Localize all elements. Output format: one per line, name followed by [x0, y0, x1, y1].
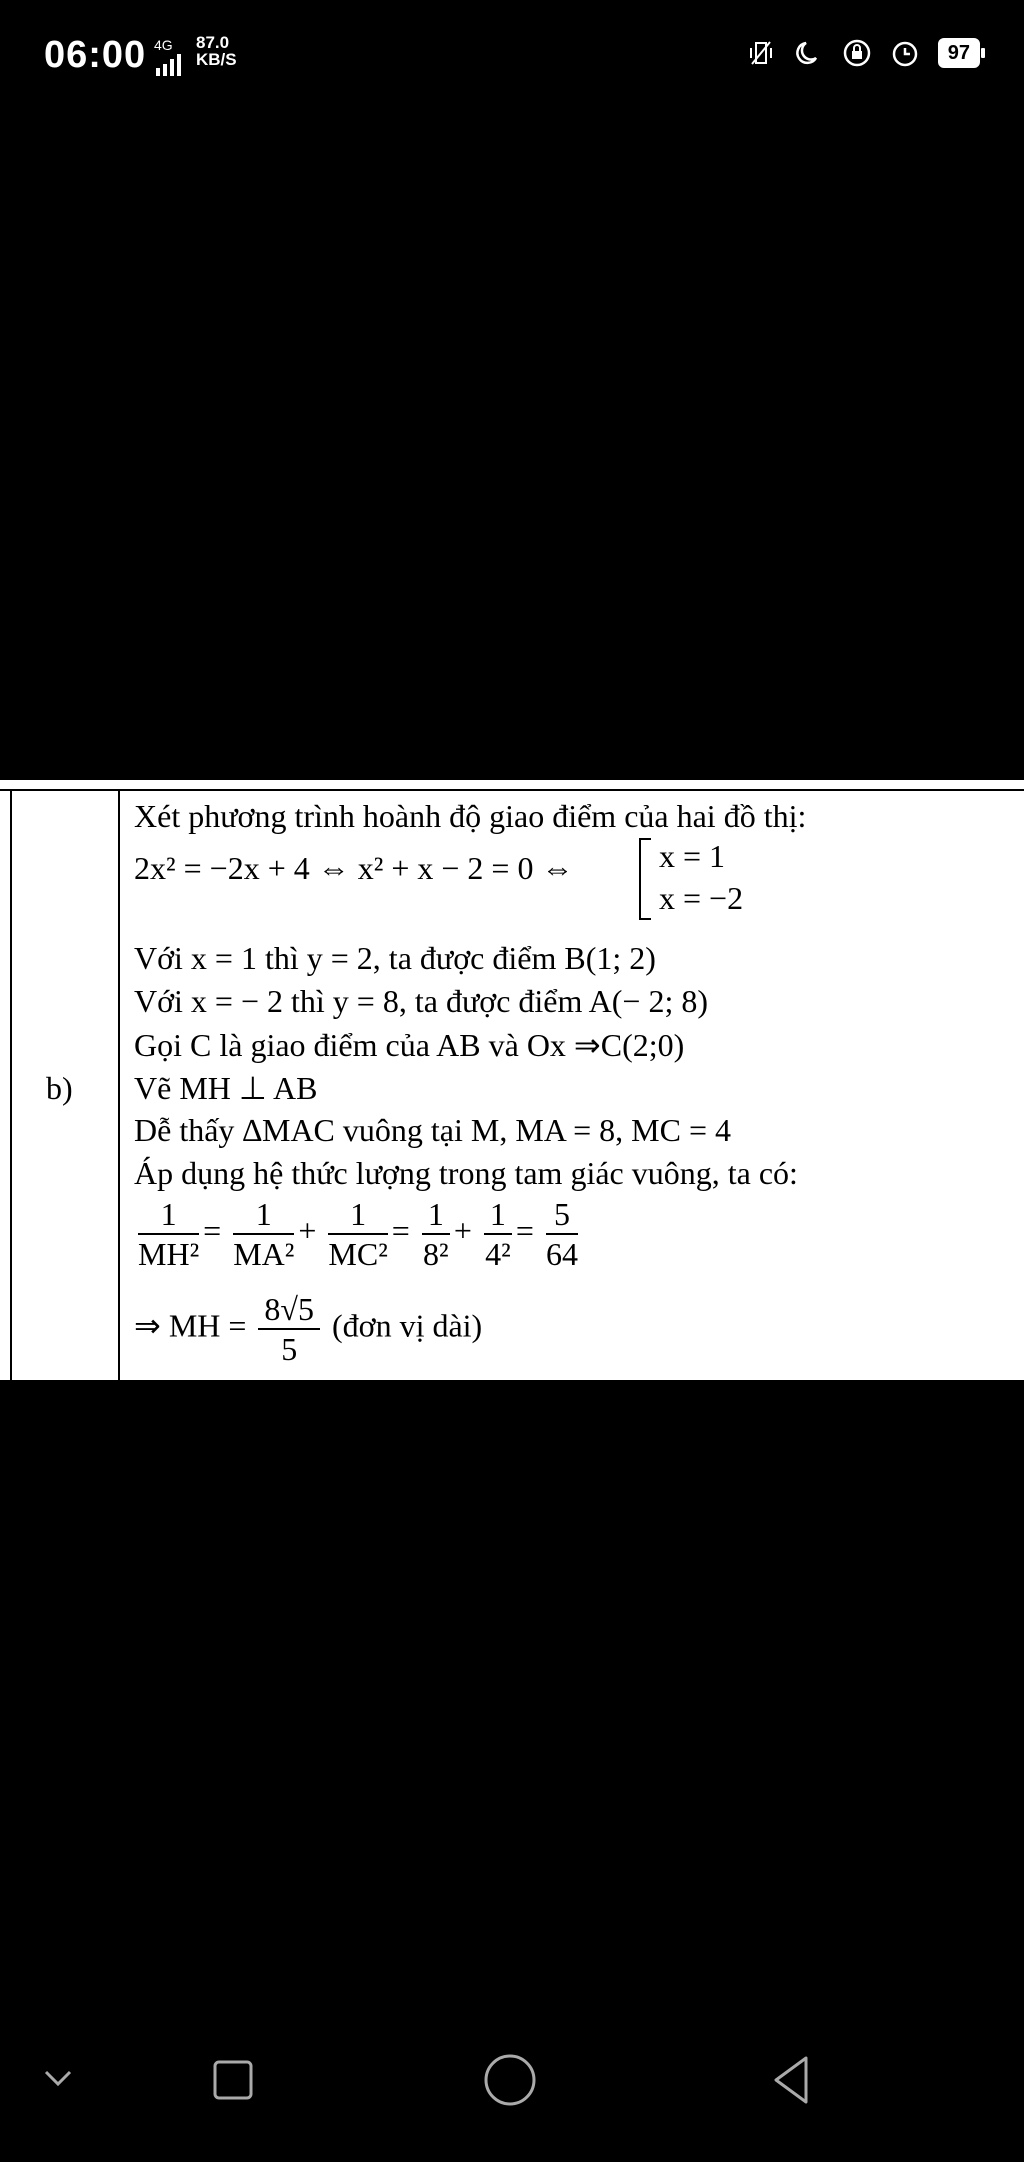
fraction-1-over-4sq: $\frac{1}{\text{4²}}$	[485, 1196, 511, 1272]
network-type: 4G	[154, 37, 173, 53]
line-apply-formula: Áp dụng hệ thức lượng trong tam giác vuông, ta có:	[134, 1155, 798, 1191]
line-point-b: Với x = 1 thì y = 2, ta được điểm B(1; 2)	[134, 940, 656, 976]
speed-unit: KB/S	[196, 50, 237, 69]
line-fraction-equation: $\frac{1}{\text{MH²}}$ = $\frac{1}{\text{MA²}}$ + $\frac{1}{\text{MC²}}$ = $\frac{1}{\text{8²}}$ + $\frac{1}{\text{4²}}$ = $\frac{5}{64}$	[138, 1196, 578, 1272]
line-result	[134, 1290, 482, 1368]
line-perpendicular: Vẽ MH ⊥ AB	[134, 1070, 318, 1106]
equation-left: 2x² = −2x + 4 ⇔ x² + x − 2 = 0 ⇔	[134, 850, 574, 886]
part-label: b)	[46, 1070, 73, 1106]
back-button[interactable]	[762, 2050, 822, 2110]
table-column-divider	[118, 789, 120, 1389]
fraction-result: $\frac{8√5}{5}$	[258, 1290, 320, 1368]
navigation-bar	[0, 2020, 1024, 2162]
vibrate-icon	[746, 38, 776, 68]
status-time: 06:00	[44, 34, 147, 76]
back-chevron-icon[interactable]	[28, 2050, 88, 2110]
status-icons	[746, 38, 980, 68]
fraction-5-over-64: $\frac{5}{64}$	[545, 1196, 578, 1272]
signal-icon	[154, 52, 184, 76]
lock-rotation-icon	[842, 38, 872, 68]
table-top-border	[0, 789, 1024, 791]
battery-indicator: 97	[938, 38, 980, 68]
line-point-a: Với x = − 2 thì y = 8, ta được điểm A(− 2; 8)	[134, 983, 708, 1019]
moon-icon	[794, 38, 824, 68]
fraction-1-over-8sq: $\frac{1}{\text{8²}}$	[423, 1196, 449, 1272]
fraction-1-over-ma2: $\frac{1}{\text{MA²}}$	[233, 1196, 295, 1272]
result-prefix: ⇒ MH =	[134, 1307, 247, 1344]
fraction-1-over-mc2: $\frac{1}{\text{MC²}}$	[328, 1196, 388, 1272]
system-bracket	[639, 838, 651, 920]
document-image	[0, 780, 1024, 1380]
line-right-triangle: Dễ thấy ∆MAC vuông tại M, MA = 8, MC = 4	[134, 1112, 732, 1148]
home-button[interactable]	[480, 2050, 540, 2110]
alarm-icon	[890, 38, 920, 68]
result-unit: (đơn vị dài)	[331, 1307, 483, 1344]
line-intro: Xét phương trình hoành độ giao điểm của hai đồ thị:	[134, 798, 807, 834]
fraction-1-over-mh2: $\frac{1}{\text{MH²}}$	[138, 1196, 200, 1272]
speed-value: 87.0	[196, 33, 230, 52]
line-equation	[134, 850, 573, 887]
network-speed	[196, 34, 237, 68]
table-left-border	[10, 789, 12, 1389]
status-bar	[0, 0, 1024, 110]
system-root-2: x = −2	[659, 880, 744, 916]
system-root-1: x = 1	[659, 838, 726, 874]
network-indicator	[154, 38, 184, 76]
solution-system	[639, 838, 759, 916]
recents-button[interactable]	[203, 2050, 263, 2110]
line-point-c: Gọi C là giao điểm của AB và Ox ⇒C(2;0)	[134, 1027, 685, 1063]
